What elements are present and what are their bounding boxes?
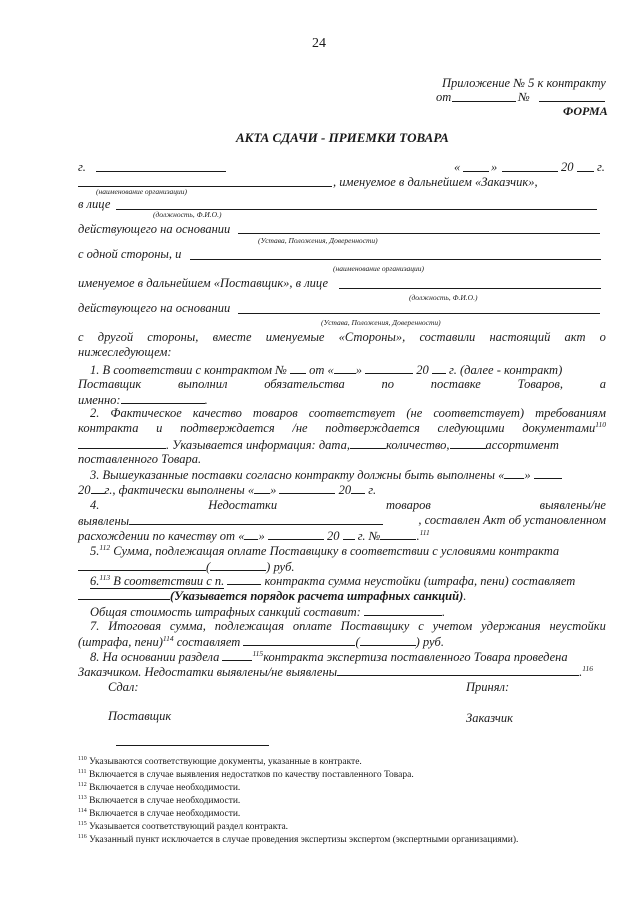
- p2-line-4: поставленного Товара.: [78, 452, 202, 466]
- date-close-quote: »: [491, 160, 498, 174]
- city-label: г.: [78, 160, 86, 174]
- city-line: [96, 171, 226, 172]
- p5-line-1: 5.$^{112}$ Сумма, подлежащая оплате Поставщику в соответствии с условиями контракта: [90, 542, 560, 558]
- date-day-line: [463, 171, 489, 172]
- caption-position-1: (должность, Ф.И.О.): [153, 210, 222, 219]
- p8-line-1: 8. На основании раздела $^{115}$контракта экспертиза поставленного Товара проведена: [90, 648, 568, 664]
- p1-line-1: 1. В соответствии с контрактом № от « » 20 г. (далее - контракт): [90, 363, 563, 377]
- in-person-label: в лице: [78, 197, 111, 211]
- footnote-ref-112: 112: [99, 542, 111, 552]
- footnote-114: $^{114}$ Включается в случае необходимости.: [78, 807, 241, 819]
- p4-line-1: 4. Недостатки товаров выявлены/не: [90, 498, 606, 512]
- caption-charter-2: (Устава, Положения, Доверенности): [321, 318, 441, 327]
- appendix-title: Приложение № 5 к контракту: [442, 76, 606, 90]
- appendix-number-line: [539, 101, 605, 102]
- p3-line-1: 3. Вышеуказанные поставки согласно контракту должны быть выполнены « »: [90, 467, 562, 483]
- supplier-sign-label: Поставщик: [108, 709, 172, 723]
- acting-basis-label-2: действующего на основании: [78, 301, 231, 315]
- p4-line-2: выявлены , составлен Акт об установленном: [78, 513, 606, 528]
- p1-line-2: Поставщик выполнил обязательства по поставке Товаров, а: [78, 377, 606, 391]
- footnote-ref-110: 110: [595, 419, 606, 429]
- footnote-ref-115: 115: [252, 648, 264, 658]
- supplier-org-line: [190, 259, 601, 260]
- footnote-ref-113: 113: [99, 572, 111, 582]
- handed-label: Сдал:: [108, 680, 139, 694]
- footnote-111: $^{111}$ Включается в случае выявления недостатков по качеству поставленного Товара.: [78, 768, 414, 780]
- customer-named-text: , именуемое в дальнейшем «Заказчик»,: [333, 175, 538, 189]
- p5-line-2: ( ) руб.: [78, 559, 295, 575]
- accepted-label: Принял:: [466, 680, 510, 694]
- p2-line-3: . Указывается информация: дата, количество, ассортимент: [78, 437, 559, 453]
- customer-sign-label: Заказчик: [466, 711, 513, 725]
- footnote-115: $^{115}$ Указывается соответствующий раздел контракта.: [78, 820, 289, 832]
- p3-line-2: 20 г., фактически выполнены « » 20 г.: [78, 483, 377, 497]
- supplier-named-text: именуемое в дальнейшем «Поставщик», в лице: [78, 276, 329, 290]
- caption-org-2: (наименование организации): [333, 264, 425, 273]
- intro-line: с другой стороны, вместе именуемые «Стороны», составили настоящий акт о: [78, 330, 606, 344]
- p7-line-1: 7. Итоговая сумма, подлежащая оплате Поставщику с учетом удержания неустойки: [90, 619, 606, 633]
- caption-position-2: (должность, Ф.И.О.): [409, 293, 478, 302]
- intro-end: нижеследующем:: [78, 345, 172, 359]
- appendix-no-label: №: [518, 90, 530, 104]
- footnote-separator: [116, 745, 269, 746]
- p4-line-3: расхождении по качеству от « » 20 г. № .$^{111}$: [78, 527, 430, 543]
- appendix-date-line: [452, 101, 516, 102]
- caption-charter-1: (Устава, Положения, Доверенности): [258, 236, 378, 245]
- appendix-from-label: от: [436, 90, 452, 104]
- p6-line-2: (Указывается порядок расчета штрафных санкций).: [78, 588, 466, 604]
- p6-line-3: Общая стоимость штрафных санкций составит: .: [90, 605, 446, 619]
- customer-basis-line: [238, 233, 600, 234]
- date-open-quote: «: [454, 160, 461, 174]
- acting-basis-label: действующего на основании: [78, 222, 231, 236]
- supplier-basis-line: [238, 313, 600, 314]
- footnote-113: $^{113}$ Включается в случае необходимости.: [78, 794, 241, 806]
- page-number: 24: [312, 36, 326, 51]
- footnote-112: $^{112}$ Включается в случае необходимости.: [78, 781, 241, 793]
- supplier-person-line: [339, 288, 601, 289]
- p7-line-2: (штрафа, пени)$^{114}$ составляет ( ) руб.: [78, 633, 444, 649]
- p1-line-3: именно: .: [78, 393, 208, 407]
- p8-line-2: Заказчиком. Недостатки выявлены/не выявлены .$^{116}$: [78, 663, 593, 679]
- date-year-prefix: 20: [561, 160, 574, 174]
- caption-org-1: (наименование организации): [96, 187, 188, 196]
- footnote-ref-114: 114: [162, 633, 174, 643]
- form-label: ФОРМА: [563, 104, 608, 118]
- footnote-ref-111: 111: [419, 527, 430, 537]
- date-year-line: [577, 171, 594, 172]
- date-month-line: [502, 171, 558, 172]
- date-year-suffix: г.: [597, 160, 605, 174]
- one-side-label: с одной стороны, и: [78, 247, 182, 261]
- footnote-110: $^{110}$ Указываются соответствующие документы, указанные в контракте.: [78, 755, 362, 767]
- document-title: АКТА СДАЧИ - ПРИЕМКИ ТОВАРА: [236, 130, 449, 145]
- footnote-116: $^{116}$ Указанный пункт исключается в случае проведения экспертизы экспертом (экспертными организациями).: [78, 833, 519, 845]
- p2-line-1: 2. Фактическое качество товаров соответствует (не соответствует) требованиям: [90, 406, 606, 420]
- p2-line-2: контракта и подтверждается /не подтверждается следующими документами$^{110}$: [78, 419, 606, 435]
- p6-line-1: 6.$^{113}$ В соответствии с п. контракта сумма неустойки (штрафа, пени) составляет: [90, 572, 576, 588]
- footnote-ref-116: 116: [582, 663, 593, 673]
